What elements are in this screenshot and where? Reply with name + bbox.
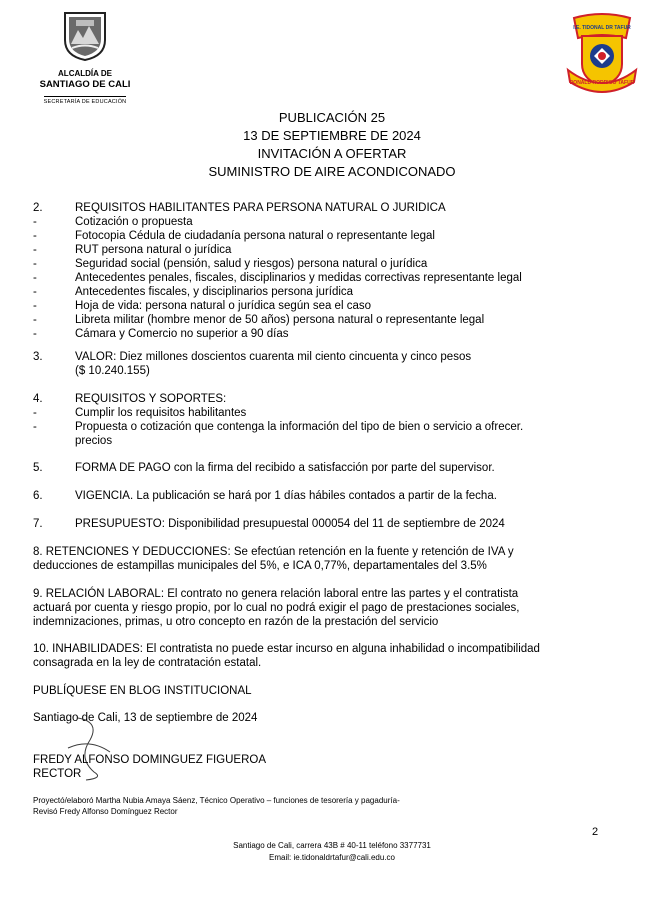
signer-name: FREDY ALFONSO DOMINGUEZ FIGUEROA [33, 754, 267, 766]
list-item: Libreta militar (hombre menor de 50 años) persona natural o representante legal [75, 314, 485, 326]
section-9-line-2: actuará por cuenta y riesgo propio, por lo cual no podrá exigir el pago de prestaciones sociales, [33, 602, 520, 614]
crest-bottom-text: DONALD RODRIGO TAFUR [569, 80, 635, 86]
section-3-amount: ($ 10.240.155) [75, 365, 150, 377]
section-8-line-1: 8. RETENCIONES Y DEDUCCIONES: Se efectúan retención en la fuente y retención de IVA y [33, 546, 514, 558]
section-5-text: FORMA DE PAGO con la firma del recibido a satisfacción por parte del supervisor. [75, 462, 495, 474]
place-date: Santiago de Cali, 13 de septiembre de 2024 [33, 712, 258, 724]
alcaldia-line3: SECRETARÍA DE EDUCACIÓN [44, 96, 127, 106]
section-2-heading: REQUISITOS HABILITANTES PARA PERSONA NATURAL O JURIDICA [75, 202, 446, 214]
bullet-dash: - [33, 244, 37, 256]
list-item: Fotocopia Cédula de ciudadanía persona natural o representante legal [75, 230, 435, 242]
list-item: Cámara y Comercio no superior a 90 días [75, 328, 289, 340]
bullet-dash: - [33, 300, 37, 312]
cali-shield-icon [62, 10, 108, 62]
section-8-line-2: deducciones de estampillas municipales del 5%, e ICA 0,77%, departamentales del 3.5% [33, 560, 487, 572]
list-item: Seguridad social (pensión, salud y riesgos) persona natural o jurídica [75, 258, 428, 270]
bullet-dash: - [33, 314, 37, 326]
title-line-1: PUBLICACIÓN 25 [278, 110, 386, 125]
section-5-number: 5. [33, 462, 43, 474]
section-10-line-1: 10. INHABILIDADES: El contratista no puede estar incurso en alguna inhabilidad o incompatibilidad [33, 643, 540, 655]
section-4-number: 4. [33, 393, 43, 405]
section-3-value: VALOR: Diez millones doscientos cuarenta mil ciento cincuenta y cinco pesos [75, 351, 472, 363]
section-6-text: VIGENCIA. La publicación se hará por 1 días hábiles contados a partir de la fecha. [75, 490, 497, 502]
section-4-heading: REQUISITOS Y SOPORTES: [75, 393, 227, 405]
list-item: RUT persona natural o jurídica [75, 244, 232, 256]
alcaldia-logo [30, 10, 140, 108]
list-item: Hoja de vida: persona natural o jurídica según sea el caso [75, 300, 371, 312]
bullet-dash: - [33, 286, 37, 298]
section-7-number: 7. [33, 518, 43, 530]
list-item: Cotización o propuesta [75, 216, 193, 228]
crest-top-text: I.E. TIDONAL DR TAFUR [573, 25, 631, 31]
section-6-number: 6. [33, 490, 43, 502]
publiquese-text: PUBLÍQUESE EN BLOG INSTITUCIONAL [33, 685, 252, 697]
title-line-4: SUMINISTRO DE AIRE ACONDICONADO [208, 164, 456, 179]
section-10-line-2: consagrada en la ley de contratación estatal. [33, 657, 262, 669]
bullet-dash: - [33, 230, 37, 242]
school-crest-logo [564, 12, 640, 96]
document-title [0, 109, 664, 181]
list-item: Antecedentes fiscales, y disciplinarios persona jurídica [75, 286, 354, 298]
title-line-2: 13 DE SEPTIEMBRE DE 2024 [243, 128, 421, 143]
alcaldia-line1: ALCALDÍA DE [58, 69, 112, 78]
signer-role: RECTOR [33, 768, 82, 780]
footer-address: Santiago de Cali, carrera 43B # 40-11 teléfono 3377731 [233, 841, 431, 850]
credits-line-2: Revisó Fredy Alfonso Domínguez Rector [33, 807, 178, 816]
section-3-number: 3. [33, 351, 43, 363]
section-9-line-3: indemnizaciones, primas, u otro concepto en razón de la prestación del servicio [33, 616, 439, 628]
page-number: 2 [592, 826, 599, 838]
bullet-dash: - [33, 328, 37, 340]
bullet-dash: - [33, 421, 37, 433]
list-item-continuation: precios [75, 435, 113, 447]
alcaldia-line2: SANTIAGO DE CALI [39, 79, 131, 90]
credits-line-1: Proyectó/elaboró Martha Nubia Amaya Sáenz, Técnico Operativo – funciones de tesorería y pagaduría- [33, 796, 400, 805]
title-line-3: INVITACIÓN A OFERTAR [257, 146, 407, 161]
footer-email: Email: ie.tidonaldrtafur@cali.edu.co [269, 853, 395, 862]
list-item: Antecedentes penales, fiscales, disciplinarios y medidas correctivas representante legal [75, 272, 522, 284]
bullet-dash: - [33, 272, 37, 284]
section-9-line-1: 9. RELACIÓN LABORAL: El contrato no genera relación laboral entre las partes y el contratista [33, 588, 519, 600]
bullet-dash: - [33, 407, 37, 419]
section-7-text: PRESUPUESTO: Disponibilidad presupuestal 000054 del 11 de septiembre de 2024 [75, 518, 505, 530]
section-2-number: 2. [33, 202, 43, 214]
bullet-dash: - [33, 258, 37, 270]
list-item: Propuesta o cotización que contenga la información del tipo de bien o servicio a ofrecer. [75, 421, 524, 433]
list-item: Cumplir los requisitos habilitantes [75, 407, 247, 419]
bullet-dash: - [33, 216, 37, 228]
